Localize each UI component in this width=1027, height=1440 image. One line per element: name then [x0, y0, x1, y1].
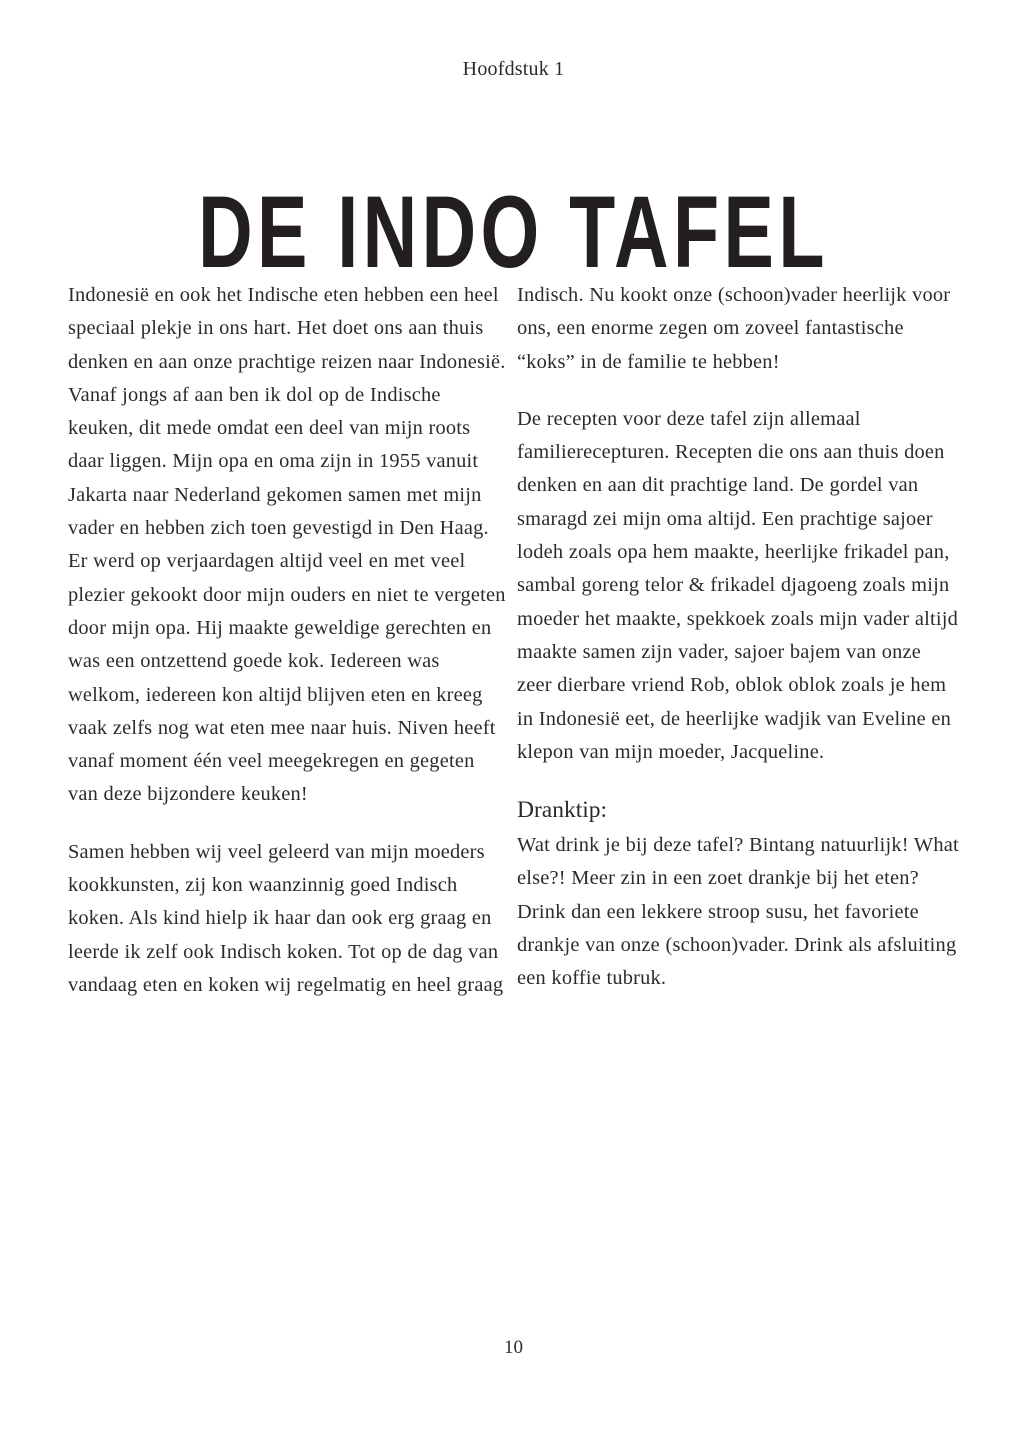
paragraph: Indonesië en ook het Indische eten hebben een heel speciaal plekje in ons hart. Het doet ons aan thuis denken en aan onze prachtige reizen naar Indonesië. Vanaf jongs af aan ben ik dol op de Indische keuken, dit mede omdat een deel van mijn roots daar liggen. Mijn opa en oma zijn in 1955 vanuit Jakarta naar Nederland gekomen samen met mijn vader en hebben zich toen gevestigd in Den Haag. Er werd op verjaardagen altijd veel en met veel plezier gekookt door mijn ouders en niet te vergeten door mijn opa. Hij maakte geweldige gerechten en was een ontzettend goede kok. Iedereen was welkom, iedereen kon altijd blijven eten en kreeg vaak zelfs nog wat eten mee naar huis. Niven heeft vanaf moment één veel meegekregen en gegeten van deze bijzondere keuken!	[68, 284, 506, 806]
body-columns	[68, 279, 960, 1002]
section-heading: Dranktip:	[517, 797, 608, 824]
paragraph: Samen hebben wij veel geleerd van mijn moeders kookkunsten, zij kon waanzinnig goed Indisch koken. Als kind hielp ik haar dan ook erg graag en leerde ik zelf ook Indisch koken. Tot op de dag van vandaag eten en koken wij regelmatig en heel graag	[68, 840, 504, 996]
running-head: Hoofdstuk 1	[462, 58, 565, 80]
left-column	[68, 279, 509, 1002]
page-number: 10	[504, 1337, 523, 1358]
paragraph: Indisch. Nu kookt onze (schoon)vader heerlijk voor ons, een enorme zegen om zoveel fantastische “koks” in de familie te hebben!	[517, 284, 951, 373]
page-title: DE INDO TAFEL	[198, 175, 829, 290]
paragraph: Wat drink je bij deze tafel? Bintang natuurlijk! What else?! Meer zin in een zoet drankje bij het eten? Drink dan een lekkere stroop susu, het favoriete drankje van onze (schoon)vader. Drink als afsluiting een koffie tubruk.	[517, 834, 959, 990]
paragraph: De recepten voor deze tafel zijn allemaal familierecepturen. Recepten die ons aan thuis doen denken en aan dit prachtige land. De gordel van smaragd zei mijn oma altijd. Een prachtige sajoer lodeh zoals opa hem maakte, heerlijke frikadel pan, sambal goreng telor & frikadel djagoeng zoals mijn moeder het maakte, spekkoek zoals mijn vader altijd maakte samen zijn vader, sajoer bajem van onze zeer dierbare vriend Rob, oblok oblok zoals je hem in Indonesië eet, de heerlijke wadjik van Eveline en klepon van mijn moeder, Jacqueline.	[517, 407, 959, 763]
dranktip-section	[517, 793, 960, 995]
right-column	[517, 279, 960, 996]
